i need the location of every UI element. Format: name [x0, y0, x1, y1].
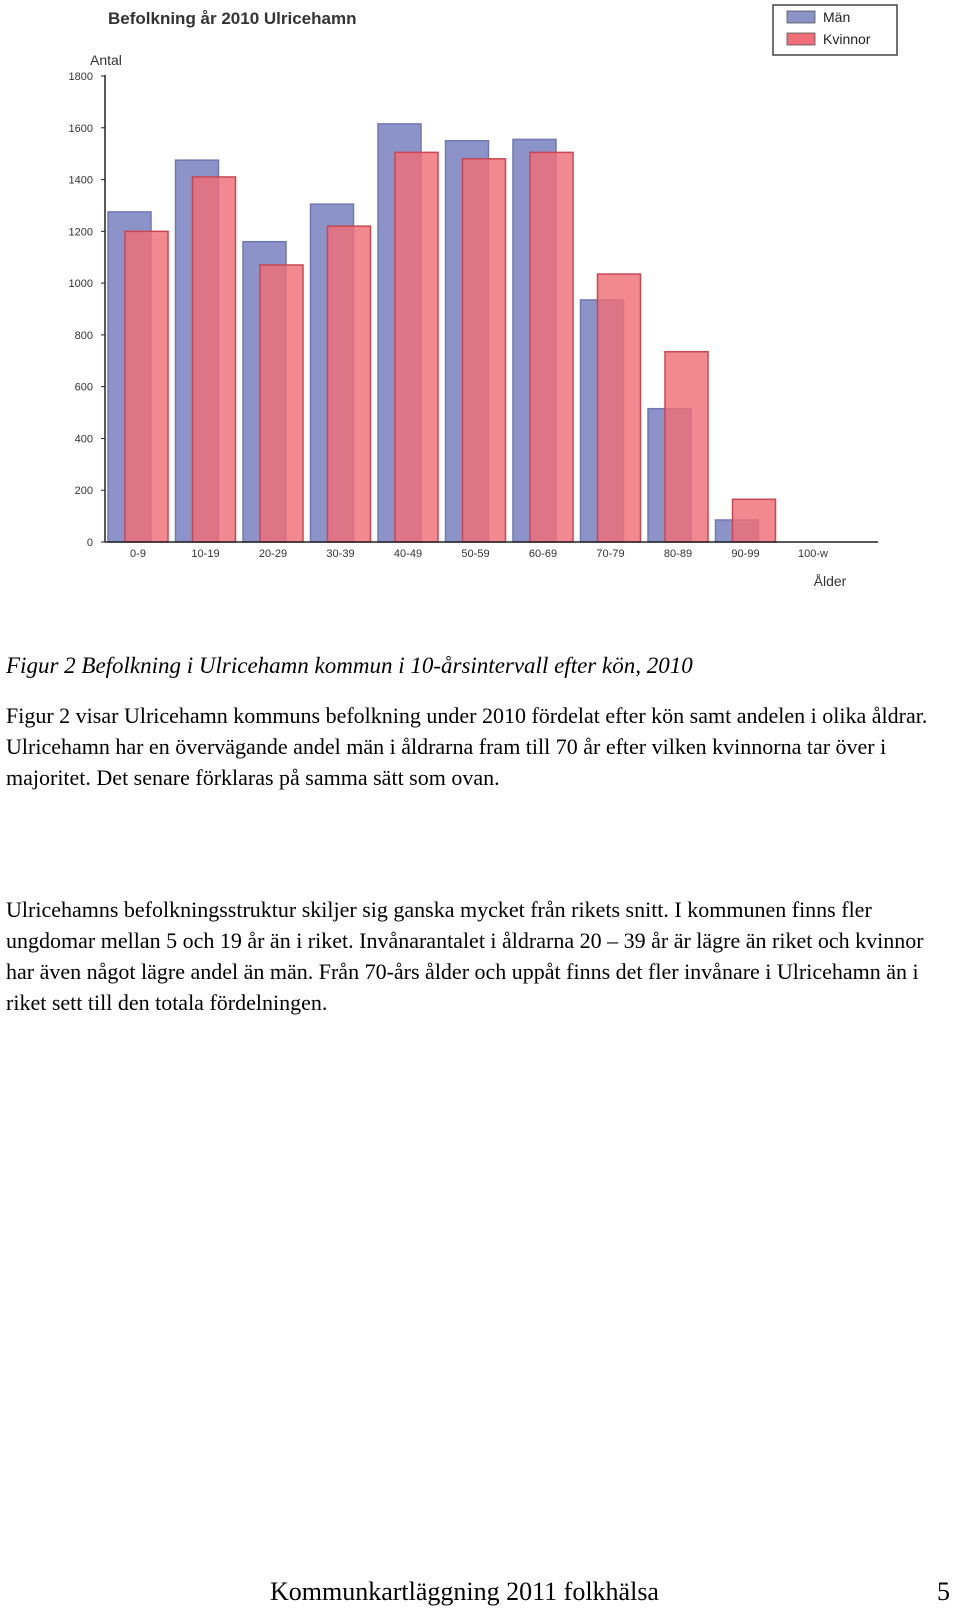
- x-axis-label: Ålder: [813, 573, 847, 589]
- bar-kvinnor: [395, 152, 438, 542]
- x-tick-label: 100-w: [798, 548, 828, 560]
- legend-label-man: Män: [823, 9, 851, 25]
- chart-title: Befolkning år 2010 Ulricehamn: [108, 9, 357, 28]
- y-tick-label: 400: [74, 433, 93, 446]
- x-tick-label: 40-49: [393, 548, 423, 560]
- paragraph-1: Figur 2 visar Ulricehamn kommuns befolkning under 2010 fördelat efter kön samt andelen i olika åldrar. Ulricehamn har en övervägande andel män i åldrarna fram till 70 år efter vilken kvinnorna tar över i majoritet. Det senare förklaras på samma sätt som ovan.: [6, 703, 928, 790]
- x-tick-label: 30-39: [326, 548, 355, 560]
- x-tick-label: 20-29: [258, 548, 288, 560]
- bar-kvinnor: [530, 152, 573, 542]
- bar-kvinnor: [260, 265, 303, 542]
- x-tick-label: 50-59: [461, 548, 490, 560]
- y-tick-label: 1000: [68, 278, 93, 291]
- x-tick-label: 70-79: [596, 548, 625, 560]
- x-tick-label: 80-89: [663, 548, 693, 560]
- bar-kvinnor: [665, 352, 708, 542]
- y-tick-label: 1400: [68, 174, 93, 187]
- y-tick-label: 600: [74, 381, 93, 394]
- bar-kvinnor: [733, 499, 776, 542]
- bar-kvinnor: [328, 226, 371, 542]
- bar-kvinnor: [463, 159, 506, 542]
- bar-kvinnor: [598, 274, 641, 542]
- y-tick-label: 0: [86, 537, 93, 549]
- legend: [773, 5, 897, 55]
- y-tick-label: 1800: [68, 71, 93, 83]
- legend-swatch-kvinnor: [787, 33, 815, 45]
- x-tick-label: 60-69: [528, 548, 558, 560]
- y-tick-label: 200: [74, 485, 93, 498]
- footer-title: Kommunkartläggning 2011 folkhälsa: [270, 1577, 659, 1606]
- x-axis-ticks: [130, 548, 828, 560]
- bar-kvinnor: [193, 177, 236, 542]
- y-axis-label: Antal: [90, 52, 122, 68]
- x-tick-label: 90-99: [731, 548, 760, 560]
- page-number: 5: [937, 1577, 950, 1606]
- paragraph-2: Ulricehamns befolkningsstruktur skiljer sig ganska mycket från rikets snitt. I kommunen finns fler ungdomar mellan 5 och 19 år än i riket. Invånarantalet i åldrarna 20 – 39 år är lägre än riket och kvinnor har även något lägre andel än män. Från 70-års ålder och uppåt finns det fler invånare i Ulricehamn än i riket sett till den totala fördelningen.: [6, 897, 924, 1015]
- y-axis-ticks: [69, 71, 105, 549]
- bar-kvinnor: [125, 231, 168, 542]
- y-tick-label: 1200: [68, 226, 93, 239]
- y-tick-label: 800: [74, 329, 93, 342]
- figure-caption: Figur 2 Befolkning i Ulricehamn kommun i 10-årsintervall efter kön, 2010: [6, 653, 693, 678]
- legend-label-kvinnor: Kvinnor: [823, 31, 871, 47]
- x-tick-label: 10-19: [191, 548, 220, 560]
- population-chart: [0, 0, 960, 600]
- legend-swatch-man: [787, 11, 815, 23]
- y-tick-label: 1600: [68, 122, 93, 135]
- bars-group: [108, 124, 776, 542]
- x-tick-label: 0-9: [130, 548, 146, 560]
